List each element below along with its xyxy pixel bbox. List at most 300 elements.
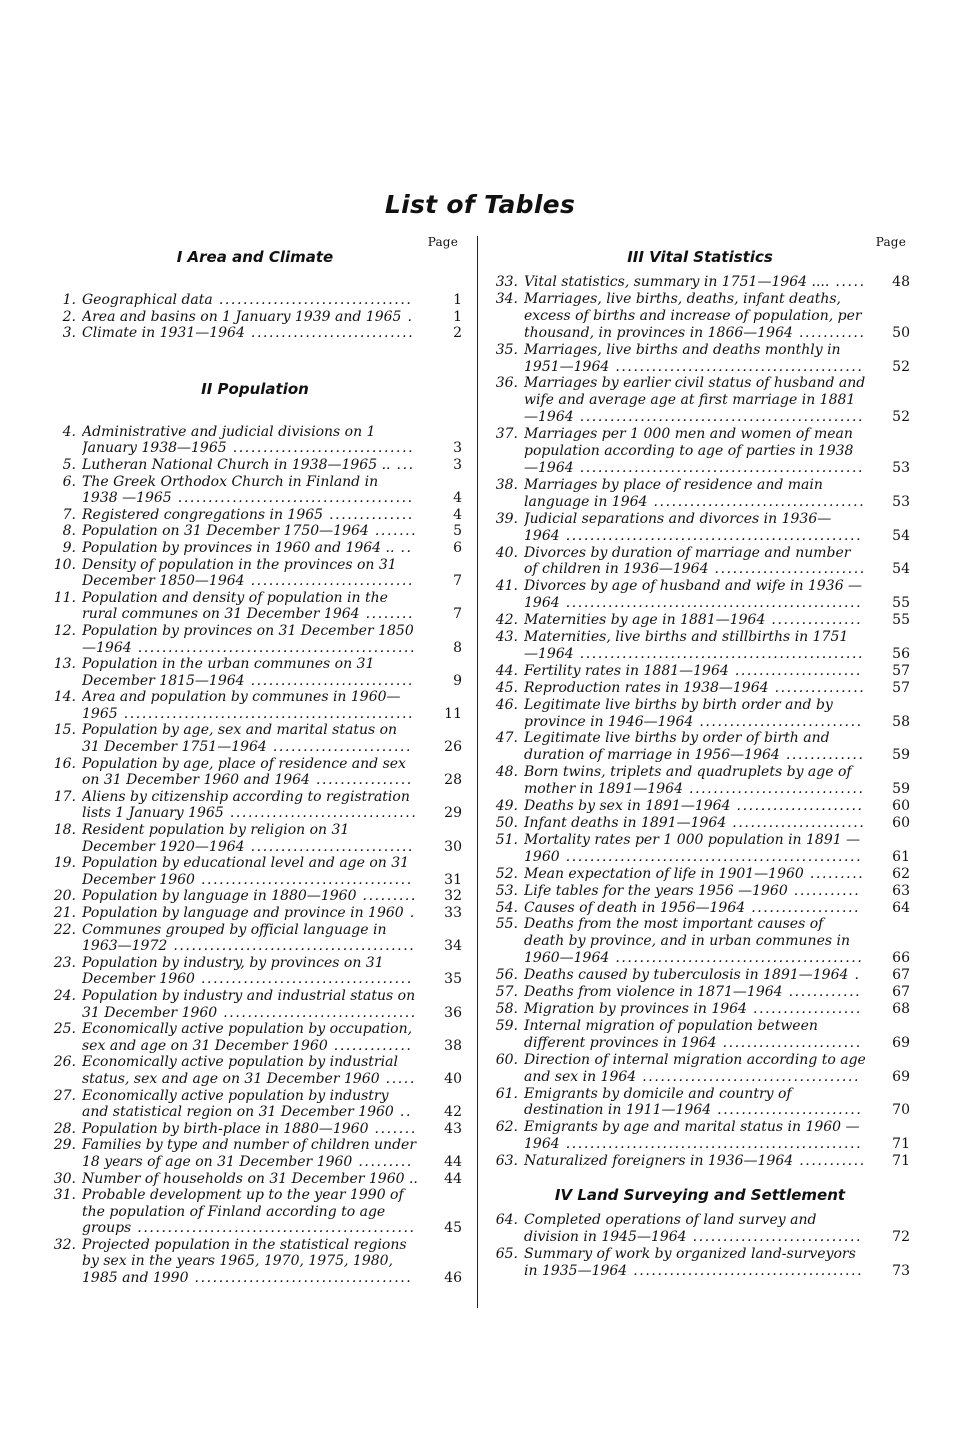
dot-leader: ... (390, 456, 415, 473)
entry-page-number: 53 (892, 493, 910, 510)
entry-number: 34. (495, 290, 518, 307)
toc-entry (48, 955, 462, 988)
toc-entry (490, 798, 910, 815)
dot-leader: ........... (792, 324, 866, 341)
entry-page-number: 4 (453, 490, 462, 507)
entry-page-number: 59 (892, 781, 910, 798)
entry-number: 65. (495, 1245, 518, 1262)
dot-leader: ............................................... (573, 459, 865, 476)
entry-title: Economically active population by occupation, sex and age on 31 December 1960 ............. (82, 1021, 413, 1054)
dot-leader: ............................................... (573, 409, 865, 426)
dot-leader: ..................... (730, 798, 864, 815)
dot-leader: .............................................. (131, 1220, 416, 1237)
toc-entry (490, 375, 910, 426)
entry-title: Legitimate live births by order of birth and duration of marriage in 1956—1964 ............. (524, 730, 865, 764)
entry-number: 30. (53, 1170, 76, 1187)
entry-title: Marriages by place of residence and main language in 1964 ................................... (524, 476, 866, 510)
dot-leader: ............................. (682, 781, 865, 798)
entry-title: Divorces by age of husband and wife in 1936 —1964 ................................................. (524, 578, 863, 612)
toc-entry (490, 274, 910, 291)
entry-page-number: 42 (444, 1104, 462, 1121)
entry-number: 42. (495, 612, 518, 629)
dot-leader: .................. (745, 899, 861, 916)
entry-page-number: 64 (892, 899, 910, 916)
toc-entry (48, 1088, 462, 1121)
toc-entry (48, 557, 462, 590)
entry-number: 13. (53, 656, 76, 673)
entry-page-number: 1 (453, 308, 462, 325)
entry-page-number: 56 (892, 645, 910, 662)
entry-title: Deaths by sex in 1891—1964 ..................... (524, 798, 864, 815)
dot-leader: ....... (368, 1120, 417, 1137)
entry-page-number: 9 (453, 672, 462, 689)
entry-title: Completed operations of land survey and division in 1945—1964 ............................ (524, 1212, 863, 1245)
toc-entry (48, 1237, 462, 1287)
entry-title: Migration by provinces in 1964 .................. (524, 1000, 862, 1017)
entry-page-number: 69 (892, 1034, 910, 1051)
entry-title: Summary of work by organized land-surveyors in 1935—1964 ...................................... (524, 1245, 864, 1279)
entry-page-number: 60 (892, 815, 910, 831)
entry-title: Economically active population by industry and statistical region on 31 December 1960 .. (82, 1087, 412, 1121)
entry-number: 24. (53, 987, 76, 1004)
dot-leader: ....................... (266, 739, 413, 756)
page-title: List of Tables (384, 190, 576, 219)
toc-entry (490, 612, 910, 629)
toc-entry (490, 1001, 910, 1018)
entry-title: Direction of internal migration according to age and sex in 1964 .................................... (524, 1051, 866, 1085)
entry-page-number: 36 (444, 1004, 462, 1021)
dot-leader: ................................... (647, 493, 866, 510)
dot-leader: ..................... (728, 662, 862, 679)
entry-page-number: 52 (892, 409, 910, 426)
entry-title: Administrative and judicial divisions on 1 January 1938—1965 .............................. (82, 423, 415, 457)
entry-page-number: 34 (444, 938, 462, 955)
dot-leader: ................................ (212, 292, 413, 308)
entry-title: Population by provinces in 1960 and 1964 .. .. (82, 539, 413, 556)
toc-entry (490, 697, 910, 731)
toc-entry (48, 623, 462, 656)
entry-page-number: 54 (892, 561, 910, 578)
entry-page-number: 52 (892, 358, 910, 375)
entry-title: Deaths caused by tuberculosis in 1891—1964 . (524, 967, 861, 984)
entry-number: 26. (53, 1054, 76, 1071)
entry-number: 56. (495, 967, 518, 984)
entry-page-number: 2 (453, 325, 462, 342)
dot-leader: ........................... (244, 325, 415, 342)
entry-title: Climate in 1931—1964 ........................... (82, 325, 415, 342)
dot-leader: ......... (356, 888, 417, 905)
toc-entry (490, 984, 910, 1001)
entry-number: 37. (495, 426, 518, 443)
entry-number: 3. (62, 325, 76, 342)
entry-number: 53. (495, 882, 518, 899)
entry-page-number: 30 (444, 838, 462, 855)
entry-title: Population by language in 1880—1960 ......... (82, 888, 417, 905)
toc-entry (490, 1052, 910, 1086)
entry-number: 54. (495, 899, 518, 916)
entry-page-number: 62 (892, 865, 910, 882)
toc-entry (490, 545, 910, 579)
section-heading: I Area and Climate (176, 248, 334, 266)
toc-entry (490, 477, 910, 511)
entry-page-number: 29 (444, 805, 462, 822)
toc-entry (48, 905, 462, 922)
dot-leader: ................................... (194, 871, 413, 888)
entry-page-number: 3 (453, 456, 462, 473)
right-column (490, 232, 910, 1280)
entry-page-number: 44 (444, 1170, 462, 1187)
entry-page-number: 50 (892, 324, 910, 341)
dot-leader: ............. (779, 747, 865, 764)
dot-leader: ......................................... (609, 358, 864, 375)
entry-number: 18. (53, 822, 76, 839)
section-heading: III Vital Statistics (627, 248, 773, 266)
entry-page-number: 48 (892, 274, 910, 290)
dot-leader: ............... (765, 612, 863, 629)
entry-title: Infant deaths in 1891—1964 ...................... (524, 815, 866, 831)
entry-page-number: 45 (444, 1220, 462, 1237)
entry-number: 12. (53, 622, 76, 639)
entry-number: 62. (495, 1119, 518, 1136)
entry-title: Marriages, live births, deaths, infant deaths, excess of births and increase of population, per thousand, in provinces in 1866—1964 ........... (524, 290, 866, 341)
entry-title: Emigrants by domicile and country of destination in 1911—1964 ........................ (524, 1085, 863, 1119)
entry-page-number: 60 (892, 798, 910, 815)
entry-number: 15. (53, 722, 76, 739)
entry-title: Communes grouped by official language in 1963—1972 ........................................ (82, 921, 416, 955)
entry-title: Population in the urban communes on 31 December 1815—1964 ........................... (82, 656, 414, 689)
entry-number: 61. (495, 1085, 518, 1102)
entry-number: 40. (495, 544, 518, 561)
entry-title: Internal migration of population between different provinces in 1964 ....................... (524, 1017, 862, 1051)
toc-entry (48, 1137, 462, 1170)
entry-title: Emigrants by age and marital status in 1960 —1964 ................................................. (524, 1119, 863, 1153)
entry-number: 48. (495, 764, 518, 781)
toc-entry (48, 689, 462, 722)
entry-number: 57. (495, 984, 518, 1001)
toc-entry (490, 916, 910, 967)
toc-entry (48, 988, 462, 1021)
toc-entry (490, 578, 910, 612)
toc-entry (490, 883, 910, 900)
toc-entry (48, 789, 462, 822)
toc-entry (48, 1171, 462, 1188)
toc-entry (490, 663, 910, 680)
toc-entry (48, 590, 462, 623)
dot-leader: ................................................. (559, 1136, 863, 1153)
entry-number: 19. (53, 855, 76, 872)
entry-page-number: 33 (444, 905, 462, 921)
toc-entry (490, 342, 910, 376)
dot-leader: ............................................... (573, 645, 865, 662)
dot-leader: ................ (309, 772, 413, 789)
page-column-header: Page (875, 235, 906, 249)
dot-leader: ................................................. (559, 527, 863, 544)
entry-number: 1. (62, 292, 76, 308)
dot-leader: .............. (323, 506, 414, 523)
entry-page-number: 71 (892, 1153, 910, 1170)
entry-number: 7. (62, 506, 76, 523)
entry-number: 36. (495, 375, 518, 392)
entry-number: 38. (495, 476, 518, 493)
entry-title: Marriages per 1 000 men and women of mean population according to age of parties in 1938 —1964 ............................................... (524, 426, 865, 476)
toc-entry (490, 629, 910, 663)
entry-title: Born twins, triplets and quadruplets by age of mother in 1891—1964 ............................. (524, 764, 865, 798)
toc-entry (48, 474, 462, 507)
entry-number: 17. (53, 788, 76, 805)
dot-leader: ......................... (708, 561, 866, 578)
dot-leader: ........................... (244, 838, 414, 855)
entry-page-number: 43 (444, 1120, 462, 1137)
entry-number: 52. (495, 865, 518, 882)
entry-page-number: 8 (453, 639, 462, 656)
entry-page-number: 58 (892, 713, 910, 730)
entry-page-number: 35 (444, 971, 462, 988)
entry-number: 25. (53, 1021, 76, 1038)
dot-leader: .................. (746, 1000, 862, 1017)
entry-page-number: 63 (892, 882, 910, 899)
entry-page-number: 68 (892, 1000, 910, 1017)
entry-number: 49. (495, 798, 518, 815)
entry-page-number: 26 (444, 739, 462, 756)
entry-number: 27. (53, 1087, 76, 1104)
entry-page-number: 66 (892, 950, 910, 967)
dot-leader: .. (393, 1104, 412, 1121)
entry-page-number: 57 (892, 679, 910, 696)
entry-page-number: 55 (892, 612, 910, 629)
entry-title: Causes of death in 1956—1964 .................. (524, 899, 861, 916)
toc-entry (48, 722, 462, 755)
entry-title: Life tables for the years 1956 —1960 ........... (524, 882, 861, 899)
entry-page-number: 55 (892, 595, 910, 612)
toc-entry (48, 822, 462, 855)
section-heading: IV Land Surveying and Settlement (554, 1186, 846, 1205)
entry-title: Number of households on 31 December 1960 .. (82, 1170, 418, 1187)
dot-leader: ....................................... (171, 490, 414, 507)
entry-title: Maternities by age in 1881—1964 ............... (524, 612, 863, 629)
entry-page-number: 69 (892, 1068, 910, 1085)
dot-leader: ............ (782, 984, 862, 1001)
entry-number: 45. (495, 679, 518, 696)
dot-leader: ......................................... (609, 950, 864, 967)
entry-title: Mean expectation of life in 1901—1960 ......... (524, 865, 865, 882)
entry-title: Marriages by earlier civil status of husband and wife and average age at first marriage in 1881—1964 ............................................... (524, 375, 866, 426)
entry-number: 20. (53, 888, 76, 905)
dot-leader: ......... (352, 1153, 413, 1170)
entry-page-number: 46 (444, 1270, 462, 1287)
entry-page-number: 72 (892, 1228, 910, 1245)
entry-page-number: 7 (453, 606, 462, 623)
dot-leader: ................................................. (559, 595, 863, 612)
toc-entry (490, 900, 910, 917)
entry-title: Vital statistics, summary in 1751—1964 .... ..... (524, 274, 866, 290)
dot-leader: ........... (793, 1153, 866, 1170)
dot-leader: .. (394, 539, 413, 556)
toc-entry (48, 888, 462, 905)
toc-entry (48, 1121, 462, 1138)
entry-page-number: 53 (892, 459, 910, 476)
entry-number: 63. (495, 1153, 518, 1170)
entry-number: 9. (62, 539, 76, 556)
entry-title: Population by age, sex and marital status on 31 December 1751—1964 ....................... (82, 722, 413, 756)
entry-number: 6. (62, 473, 76, 490)
entry-title: Naturalized foreigners in 1936—1964 ........... (524, 1153, 866, 1170)
entry-page-number: 71 (892, 1136, 910, 1153)
entry-number: 44. (495, 662, 518, 679)
dot-leader: .............................. (226, 440, 415, 457)
toc-entry (490, 967, 910, 984)
dot-leader: ................................................ (117, 705, 415, 722)
toc-entry (48, 1187, 462, 1237)
entry-number: 10. (53, 556, 76, 573)
entry-title: Legitimate live births by birth order and by province in 1946—1964 ........................... (524, 696, 863, 730)
entry-title: The Greek Orthodox Church in Finland in 1938 —1965 ....................................... (82, 473, 414, 507)
entry-title: Maternities, live births and stillbirths in 1751 —1964 ............................................... (524, 629, 865, 662)
dot-leader: ........................................ (167, 938, 416, 955)
entry-page-number: 3 (453, 440, 462, 457)
toc-entry (48, 309, 462, 326)
entry-page-number: 73 (892, 1262, 910, 1279)
column-divider (477, 236, 478, 1308)
toc-entry (48, 523, 462, 540)
toc-entry (490, 1119, 910, 1153)
dot-leader: ............. (327, 1037, 413, 1054)
entry-page-number: 57 (892, 662, 910, 679)
entry-title: Families by type and number of children under 18 years of age on 31 December 1960 ......... (82, 1137, 417, 1170)
dot-leader: .................................... (188, 1270, 413, 1287)
toc-entry (490, 730, 910, 764)
entry-page-number: 44 (444, 1153, 462, 1170)
entry-number: 5. (62, 456, 76, 473)
toc-entry (48, 855, 462, 888)
toc-entry (490, 1086, 910, 1120)
entry-title: Projected population in the statistical regions by sex in the years 1965, 1970, 1975, 1980, 1985 and 1990 .................................... (82, 1236, 413, 1287)
entry-title: Fertility rates in 1881—1964 ..................... (524, 662, 862, 679)
toc-entry (48, 507, 462, 524)
dot-leader: ...................................... (627, 1262, 864, 1279)
entry-title: Economically active population by industrial status, sex and age on 31 December 1960 ..... (82, 1054, 416, 1087)
toc-entry (48, 656, 462, 689)
left-column (48, 232, 462, 1287)
dot-leader: ........ (359, 606, 414, 623)
entry-page-number: 4 (453, 506, 462, 523)
toc-entry (48, 922, 462, 955)
entry-page-number: 67 (892, 984, 910, 1001)
entry-number: 14. (53, 689, 76, 706)
entry-page-number: 40 (444, 1070, 462, 1087)
entry-number: 4. (62, 423, 76, 440)
dot-leader: ............................ (686, 1228, 863, 1245)
entry-title: Population by language and province in 1960 . (82, 905, 416, 921)
entry-number: 60. (495, 1051, 518, 1068)
dot-leader: ................................................. (559, 848, 863, 865)
entry-number: 64. (495, 1212, 518, 1229)
entry-page-number: 31 (444, 871, 462, 888)
entry-title: Population by industry, by provinces on 31 December 1960 ................................... (82, 954, 413, 988)
entry-number: 23. (53, 954, 76, 971)
entry-number: 39. (495, 510, 518, 527)
toc-entry (490, 1212, 910, 1246)
entry-number: 32. (53, 1236, 76, 1253)
entry-title: Population by provinces on 31 December 1850—1964 .............................................. (82, 622, 416, 656)
entry-number: 29. (53, 1137, 76, 1154)
entry-title: Population on 31 December 1750—1964 ....... (82, 523, 418, 540)
entry-number: 58. (495, 1000, 518, 1017)
entry-page-number: 59 (892, 747, 910, 764)
toc-entry (490, 291, 910, 342)
dot-leader: ........................... (693, 713, 863, 730)
entry-title: Registered congregations in 1965 .............. (82, 506, 414, 523)
dot-leader: .................................... (636, 1068, 861, 1085)
toc-entry (490, 1246, 910, 1280)
entry-number: 16. (53, 755, 76, 772)
entry-number: 21. (53, 905, 76, 921)
dot-leader: ........................... (244, 573, 414, 590)
dot-leader: ....... (368, 523, 418, 540)
entry-page-number: 61 (892, 848, 910, 865)
entry-title: Deaths from violence in 1871—1964 ............ (524, 984, 862, 1001)
dot-leader: ..... (379, 1070, 416, 1087)
page-column-header: Page (427, 235, 458, 249)
entry-title: Population by birth-place in 1880—1960 ....... (82, 1120, 417, 1137)
entry-page-number: 11 (444, 705, 462, 722)
dot-leader: ................................... (194, 971, 413, 988)
entry-title: Divorces by duration of marriage and number of children in 1936—1964 ......................... (524, 544, 866, 578)
entry-page-number: 1 (453, 292, 462, 308)
entry-number: 8. (62, 523, 76, 540)
entry-page-number: 32 (444, 888, 462, 905)
entry-title: Geographical data ................................ (82, 292, 413, 308)
dot-leader: ................................ (217, 1004, 417, 1021)
dot-leader: ........................ (711, 1102, 863, 1119)
dot-leader: . (848, 967, 861, 984)
dot-leader: ..... (829, 274, 866, 290)
dot-leader: ......... (803, 865, 865, 882)
entry-page-number: 7 (453, 573, 462, 590)
entry-title: Area and population by communes in 1960—1965 ................................................ (82, 689, 415, 722)
dot-leader: ............... (768, 679, 866, 696)
entry-title: Population by age, place of residence and sex on 31 December 1960 and 1964 ................ (82, 755, 413, 789)
entry-title: Resident population by religion on 31 December 1920—1964 ........................... (82, 822, 414, 855)
entry-number: 51. (495, 831, 518, 848)
entry-number: 2. (62, 308, 76, 325)
entry-title: Probable development up to the year 1990 of the population of Finland according to age groups .............................................. (82, 1187, 416, 1237)
section-heading: II Population (201, 379, 309, 398)
entry-number: 28. (53, 1120, 76, 1137)
entry-number: 59. (495, 1017, 518, 1034)
entry-number: 50. (495, 815, 518, 831)
entry-title: Lutheran National Church in 1938—1965 .. ... (82, 456, 415, 473)
entry-page-number: 70 (892, 1102, 910, 1119)
entry-number: 43. (495, 629, 518, 646)
entry-title: Density of population in the provinces on 31 December 1850—1964 ........................... (82, 556, 414, 590)
toc-entry (490, 426, 910, 477)
entry-number: 35. (495, 341, 518, 358)
toc-entry (490, 680, 910, 697)
entry-number: 55. (495, 916, 518, 933)
toc-entry (48, 457, 462, 474)
toc-entry (490, 764, 910, 798)
entry-number: 31. (53, 1187, 76, 1204)
dot-leader: ........................... (244, 672, 414, 689)
toc-entry (48, 325, 462, 342)
entry-title: Marriages, live births and deaths monthly in 1951—1964 ......................................... (524, 341, 864, 375)
entry-number: 41. (495, 578, 518, 595)
entry-number: 33. (495, 274, 518, 290)
toc-entry (48, 424, 462, 457)
dot-leader: ............................... (223, 805, 418, 822)
entry-number: 11. (53, 589, 76, 606)
entry-page-number: 67 (892, 967, 910, 984)
